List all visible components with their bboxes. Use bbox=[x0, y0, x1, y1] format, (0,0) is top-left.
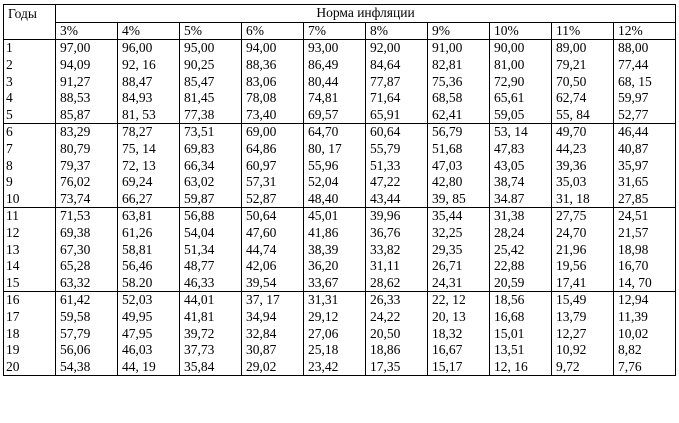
value-cell: 12,27 bbox=[552, 325, 614, 342]
value-cell: 24,31 bbox=[428, 275, 490, 292]
value-cell: 47,95 bbox=[118, 325, 180, 342]
value-cell: 71,53 bbox=[56, 208, 118, 225]
value-cell: 61,42 bbox=[56, 292, 118, 309]
value-cell: 36,20 bbox=[304, 258, 366, 275]
value-cell: 72, 13 bbox=[118, 157, 180, 174]
value-cell: 47,60 bbox=[242, 225, 304, 242]
value-cell: 18,86 bbox=[366, 342, 428, 359]
table-row bbox=[4, 40, 676, 57]
value-cell: 18,56 bbox=[490, 292, 552, 309]
value-cell: 31,11 bbox=[366, 258, 428, 275]
rate-header-row bbox=[4, 22, 676, 40]
value-cell: 27,85 bbox=[614, 191, 676, 208]
value-cell: 33,82 bbox=[366, 241, 428, 258]
value-cell: 92,00 bbox=[366, 40, 428, 57]
value-cell: 59,05 bbox=[490, 107, 552, 124]
value-cell: 69,83 bbox=[180, 141, 242, 158]
value-cell: 39, 85 bbox=[428, 191, 490, 208]
value-cell: 34,94 bbox=[242, 309, 304, 326]
table-row bbox=[4, 258, 676, 275]
value-cell: 17,35 bbox=[366, 358, 428, 375]
value-cell: 32,25 bbox=[428, 225, 490, 242]
value-cell: 71,64 bbox=[366, 90, 428, 107]
value-cell: 97,00 bbox=[56, 40, 118, 57]
year-cell: 9 bbox=[4, 174, 56, 191]
value-cell: 81, 53 bbox=[118, 107, 180, 124]
value-cell: 44,23 bbox=[552, 141, 614, 158]
value-cell: 62,74 bbox=[552, 90, 614, 107]
value-cell: 42,06 bbox=[242, 258, 304, 275]
value-cell: 39,36 bbox=[552, 157, 614, 174]
value-cell: 44,01 bbox=[180, 292, 242, 309]
value-cell: 10,02 bbox=[614, 325, 676, 342]
year-cell: 8 bbox=[4, 157, 56, 174]
table-row bbox=[4, 73, 676, 90]
table-row bbox=[4, 57, 676, 74]
value-cell: 34.87 bbox=[490, 191, 552, 208]
value-cell: 94,00 bbox=[242, 40, 304, 57]
value-cell: 35,03 bbox=[552, 174, 614, 191]
value-cell: 45,01 bbox=[304, 208, 366, 225]
value-cell: 69,57 bbox=[304, 107, 366, 124]
value-cell: 59,87 bbox=[180, 191, 242, 208]
value-cell: 31,31 bbox=[304, 292, 366, 309]
value-cell: 44, 19 bbox=[118, 358, 180, 375]
value-cell: 30,87 bbox=[242, 342, 304, 359]
value-cell: 57,31 bbox=[242, 174, 304, 191]
value-cell: 32,84 bbox=[242, 325, 304, 342]
value-cell: 66,34 bbox=[180, 157, 242, 174]
value-cell: 13,79 bbox=[552, 309, 614, 326]
year-cell: 13 bbox=[4, 241, 56, 258]
value-cell: 84,64 bbox=[366, 57, 428, 74]
value-cell: 39,54 bbox=[242, 275, 304, 292]
value-cell: 88,00 bbox=[614, 40, 676, 57]
value-cell: 74,81 bbox=[304, 90, 366, 107]
rate-header-cell: 4% bbox=[118, 22, 180, 40]
value-cell: 21,57 bbox=[614, 225, 676, 242]
year-cell: 5 bbox=[4, 107, 56, 124]
inflation-rate-header: Норма инфляции bbox=[56, 5, 676, 23]
value-cell: 50,64 bbox=[242, 208, 304, 225]
value-cell: 73,51 bbox=[180, 124, 242, 141]
value-cell: 63,02 bbox=[180, 174, 242, 191]
value-cell: 43,44 bbox=[366, 191, 428, 208]
value-cell: 64,86 bbox=[242, 141, 304, 158]
value-cell: 59,97 bbox=[614, 90, 676, 107]
value-cell: 63,81 bbox=[118, 208, 180, 225]
value-cell: 70,50 bbox=[552, 73, 614, 90]
value-cell: 7,76 bbox=[614, 358, 676, 375]
rate-header-cell: 7% bbox=[304, 22, 366, 40]
value-cell: 56,88 bbox=[180, 208, 242, 225]
value-cell: 82,81 bbox=[428, 57, 490, 74]
value-cell: 95,00 bbox=[180, 40, 242, 57]
value-cell: 81,45 bbox=[180, 90, 242, 107]
table-row bbox=[4, 241, 676, 258]
value-cell: 88,36 bbox=[242, 57, 304, 74]
value-cell: 33,67 bbox=[304, 275, 366, 292]
value-cell: 90,25 bbox=[180, 57, 242, 74]
value-cell: 76,02 bbox=[56, 174, 118, 191]
value-cell: 94,09 bbox=[56, 57, 118, 74]
value-cell: 66,27 bbox=[118, 191, 180, 208]
value-cell: 47,83 bbox=[490, 141, 552, 158]
value-cell: 15,49 bbox=[552, 292, 614, 309]
value-cell: 19,56 bbox=[552, 258, 614, 275]
rate-header-cell: 8% bbox=[366, 22, 428, 40]
rate-header-cell: 3% bbox=[56, 22, 118, 40]
inflation-table bbox=[3, 4, 676, 376]
value-cell: 24,22 bbox=[366, 309, 428, 326]
year-cell: 3 bbox=[4, 73, 56, 90]
year-cell: 6 bbox=[4, 124, 56, 141]
table-row bbox=[4, 358, 676, 375]
value-cell: 80,44 bbox=[304, 73, 366, 90]
value-cell: 88,53 bbox=[56, 90, 118, 107]
table-row bbox=[4, 157, 676, 174]
value-cell: 42,80 bbox=[428, 174, 490, 191]
value-cell: 58,81 bbox=[118, 241, 180, 258]
value-cell: 85,87 bbox=[56, 107, 118, 124]
value-cell: 75, 14 bbox=[118, 141, 180, 158]
value-cell: 96,00 bbox=[118, 40, 180, 57]
value-cell: 86,49 bbox=[304, 57, 366, 74]
value-cell: 40,87 bbox=[614, 141, 676, 158]
year-cell: 7 bbox=[4, 141, 56, 158]
value-cell: 78,27 bbox=[118, 124, 180, 141]
table-row bbox=[4, 208, 676, 225]
table-row bbox=[4, 309, 676, 326]
value-cell: 23,42 bbox=[304, 358, 366, 375]
value-cell: 64,70 bbox=[304, 124, 366, 141]
table-row bbox=[4, 225, 676, 242]
value-cell: 38,74 bbox=[490, 174, 552, 191]
value-cell: 51,33 bbox=[366, 157, 428, 174]
value-cell: 91,27 bbox=[56, 73, 118, 90]
value-cell: 15,01 bbox=[490, 325, 552, 342]
year-cell: 2 bbox=[4, 57, 56, 74]
value-cell: 49,70 bbox=[552, 124, 614, 141]
value-cell: 31,65 bbox=[614, 174, 676, 191]
table-row bbox=[4, 275, 676, 292]
rate-header-cell: 11% bbox=[552, 22, 614, 40]
value-cell: 16,70 bbox=[614, 258, 676, 275]
value-cell: 89,00 bbox=[552, 40, 614, 57]
table-body bbox=[4, 40, 676, 376]
value-cell: 84,93 bbox=[118, 90, 180, 107]
value-cell: 27,06 bbox=[304, 325, 366, 342]
value-cell: 35,97 bbox=[614, 157, 676, 174]
value-cell: 37, 17 bbox=[242, 292, 304, 309]
value-cell: 46,33 bbox=[180, 275, 242, 292]
value-cell: 56,06 bbox=[56, 342, 118, 359]
value-cell: 52,77 bbox=[614, 107, 676, 124]
value-cell: 16,67 bbox=[428, 342, 490, 359]
value-cell: 56,46 bbox=[118, 258, 180, 275]
value-cell: 67,30 bbox=[56, 241, 118, 258]
value-cell: 68, 15 bbox=[614, 73, 676, 90]
rate-header-cell: 6% bbox=[242, 22, 304, 40]
year-cell: 14 bbox=[4, 258, 56, 275]
value-cell: 91,00 bbox=[428, 40, 490, 57]
years-header: Годы bbox=[4, 5, 56, 40]
value-cell: 52,87 bbox=[242, 191, 304, 208]
year-cell: 12 bbox=[4, 225, 56, 242]
value-cell: 39,96 bbox=[366, 208, 428, 225]
table-row bbox=[4, 174, 676, 191]
value-cell: 16,68 bbox=[490, 309, 552, 326]
value-cell: 77,38 bbox=[180, 107, 242, 124]
value-cell: 48,40 bbox=[304, 191, 366, 208]
value-cell: 29,35 bbox=[428, 241, 490, 258]
year-cell: 20 bbox=[4, 358, 56, 375]
table-row bbox=[4, 191, 676, 208]
year-cell: 11 bbox=[4, 208, 56, 225]
value-cell: 28,24 bbox=[490, 225, 552, 242]
value-cell: 69,38 bbox=[56, 225, 118, 242]
value-cell: 59,58 bbox=[56, 309, 118, 326]
value-cell: 10,92 bbox=[552, 342, 614, 359]
table-header bbox=[4, 5, 676, 40]
table-row bbox=[4, 90, 676, 107]
value-cell: 51,34 bbox=[180, 241, 242, 258]
value-cell: 65,91 bbox=[366, 107, 428, 124]
year-cell: 19 bbox=[4, 342, 56, 359]
value-cell: 73,74 bbox=[56, 191, 118, 208]
value-cell: 80,79 bbox=[56, 141, 118, 158]
value-cell: 11,39 bbox=[614, 309, 676, 326]
value-cell: 72,90 bbox=[490, 73, 552, 90]
value-cell: 85,47 bbox=[180, 73, 242, 90]
value-cell: 22, 12 bbox=[428, 292, 490, 309]
value-cell: 12,94 bbox=[614, 292, 676, 309]
value-cell: 90,00 bbox=[490, 40, 552, 57]
value-cell: 65,61 bbox=[490, 90, 552, 107]
value-cell: 93,00 bbox=[304, 40, 366, 57]
value-cell: 31, 18 bbox=[552, 191, 614, 208]
value-cell: 12, 16 bbox=[490, 358, 552, 375]
value-cell: 75,36 bbox=[428, 73, 490, 90]
value-cell: 14, 70 bbox=[614, 275, 676, 292]
value-cell: 53, 14 bbox=[490, 124, 552, 141]
value-cell: 56,79 bbox=[428, 124, 490, 141]
value-cell: 20,50 bbox=[366, 325, 428, 342]
value-cell: 54,04 bbox=[180, 225, 242, 242]
value-cell: 44,74 bbox=[242, 241, 304, 258]
value-cell: 77,44 bbox=[614, 57, 676, 74]
table-row bbox=[4, 325, 676, 342]
value-cell: 80, 17 bbox=[304, 141, 366, 158]
value-cell: 20, 13 bbox=[428, 309, 490, 326]
value-cell: 55,96 bbox=[304, 157, 366, 174]
value-cell: 21,96 bbox=[552, 241, 614, 258]
value-cell: 35,84 bbox=[180, 358, 242, 375]
value-cell: 55,79 bbox=[366, 141, 428, 158]
value-cell: 92, 16 bbox=[118, 57, 180, 74]
value-cell: 29,02 bbox=[242, 358, 304, 375]
value-cell: 78,08 bbox=[242, 90, 304, 107]
value-cell: 63,32 bbox=[56, 275, 118, 292]
value-cell: 18,32 bbox=[428, 325, 490, 342]
value-cell: 20,59 bbox=[490, 275, 552, 292]
value-cell: 15,17 bbox=[428, 358, 490, 375]
value-cell: 68,58 bbox=[428, 90, 490, 107]
rate-header-cell: 12% bbox=[614, 22, 676, 40]
value-cell: 61,26 bbox=[118, 225, 180, 242]
value-cell: 24,51 bbox=[614, 208, 676, 225]
value-cell: 79,37 bbox=[56, 157, 118, 174]
value-cell: 13,51 bbox=[490, 342, 552, 359]
value-cell: 43,05 bbox=[490, 157, 552, 174]
table-row bbox=[4, 292, 676, 309]
value-cell: 48,77 bbox=[180, 258, 242, 275]
value-cell: 83,29 bbox=[56, 124, 118, 141]
year-cell: 1 bbox=[4, 40, 56, 57]
table-row bbox=[4, 342, 676, 359]
value-cell: 79,21 bbox=[552, 57, 614, 74]
value-cell: 28,62 bbox=[366, 275, 428, 292]
value-cell: 18,98 bbox=[614, 241, 676, 258]
value-cell: 60,64 bbox=[366, 124, 428, 141]
value-cell: 58.20 bbox=[118, 275, 180, 292]
value-cell: 69,24 bbox=[118, 174, 180, 191]
year-cell: 16 bbox=[4, 292, 56, 309]
value-cell: 88,47 bbox=[118, 73, 180, 90]
value-cell: 49,95 bbox=[118, 309, 180, 326]
value-cell: 25,42 bbox=[490, 241, 552, 258]
rate-header-cell: 10% bbox=[490, 22, 552, 40]
value-cell: 52,04 bbox=[304, 174, 366, 191]
value-cell: 39,72 bbox=[180, 325, 242, 342]
value-cell: 24,70 bbox=[552, 225, 614, 242]
year-cell: 15 bbox=[4, 275, 56, 292]
value-cell: 27,75 bbox=[552, 208, 614, 225]
year-cell: 17 bbox=[4, 309, 56, 326]
value-cell: 81,00 bbox=[490, 57, 552, 74]
year-cell: 10 bbox=[4, 191, 56, 208]
value-cell: 35,44 bbox=[428, 208, 490, 225]
value-cell: 57,79 bbox=[56, 325, 118, 342]
value-cell: 83,06 bbox=[242, 73, 304, 90]
value-cell: 55, 84 bbox=[552, 107, 614, 124]
value-cell: 36,76 bbox=[366, 225, 428, 242]
value-cell: 38,39 bbox=[304, 241, 366, 258]
table-row bbox=[4, 107, 676, 124]
value-cell: 46,44 bbox=[614, 124, 676, 141]
value-cell: 31,38 bbox=[490, 208, 552, 225]
value-cell: 54,38 bbox=[56, 358, 118, 375]
value-cell: 29,12 bbox=[304, 309, 366, 326]
value-cell: 62,41 bbox=[428, 107, 490, 124]
value-cell: 37,73 bbox=[180, 342, 242, 359]
value-cell: 26,71 bbox=[428, 258, 490, 275]
value-cell: 73,40 bbox=[242, 107, 304, 124]
value-cell: 47,22 bbox=[366, 174, 428, 191]
value-cell: 47,03 bbox=[428, 157, 490, 174]
value-cell: 46,03 bbox=[118, 342, 180, 359]
value-cell: 26,33 bbox=[366, 292, 428, 309]
rate-header-cell: 9% bbox=[428, 22, 490, 40]
rate-header-cell: 5% bbox=[180, 22, 242, 40]
value-cell: 69,00 bbox=[242, 124, 304, 141]
value-cell: 8,82 bbox=[614, 342, 676, 359]
table-row bbox=[4, 124, 676, 141]
value-cell: 22,88 bbox=[490, 258, 552, 275]
value-cell: 25,18 bbox=[304, 342, 366, 359]
value-cell: 65,28 bbox=[56, 258, 118, 275]
value-cell: 77,87 bbox=[366, 73, 428, 90]
value-cell: 17,41 bbox=[552, 275, 614, 292]
value-cell: 41,81 bbox=[180, 309, 242, 326]
year-cell: 4 bbox=[4, 90, 56, 107]
value-cell: 60,97 bbox=[242, 157, 304, 174]
value-cell: 52,03 bbox=[118, 292, 180, 309]
value-cell: 41,86 bbox=[304, 225, 366, 242]
table-row bbox=[4, 141, 676, 158]
year-cell: 18 bbox=[4, 325, 56, 342]
value-cell: 51,68 bbox=[428, 141, 490, 158]
value-cell: 9,72 bbox=[552, 358, 614, 375]
